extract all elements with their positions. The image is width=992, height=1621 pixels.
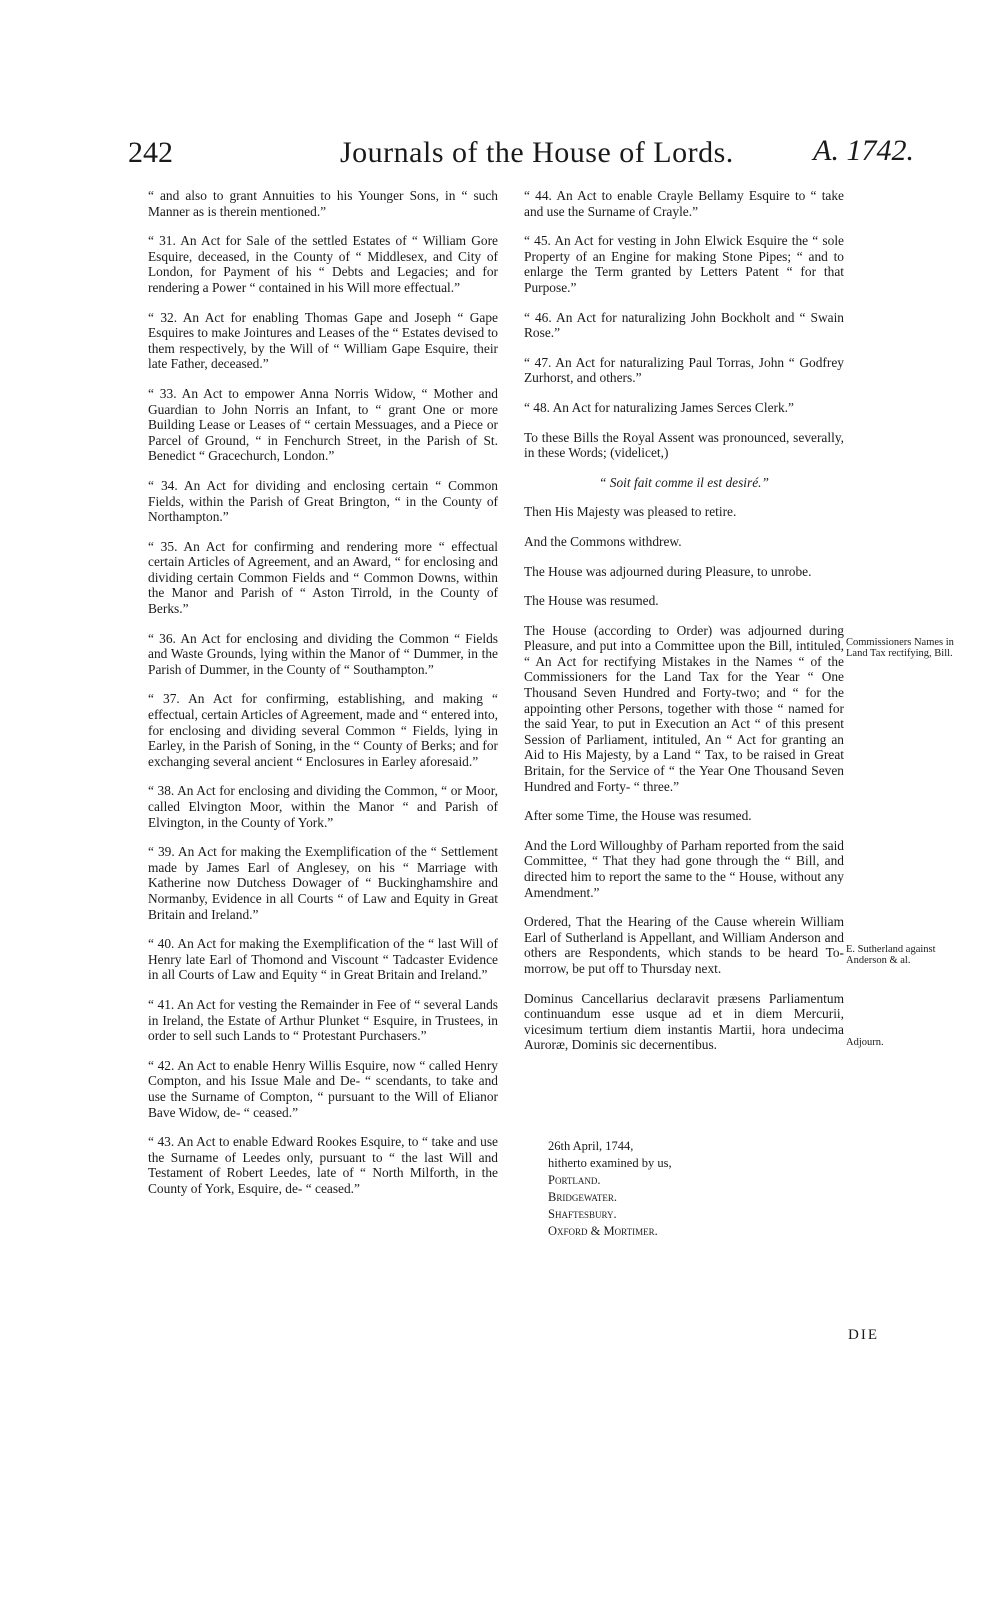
act-45: “ 45. An Act for vesting in John Elwick Esquire the “ sole Property of an Engine for making Stone Pipes; “ and to enlarge the Term granted by Letters Patent “ for that Purpose.” — [524, 233, 844, 295]
act-41: “ 41. An Act for vesting the Remainder in Fee of “ several Lands in Ireland, the Estate of Arthur Plunket “ Esquire, in Trustees, in order to sell such Lands to “ Protestant Purchasers.” — [148, 996, 498, 1044]
royal-assent-words: “ Soit fait comme il est desiré.” — [599, 474, 769, 490]
act-35: “ 35. An Act for confirming and rendering more “ effectual certain Articles of Agreement, and an Award, “ for enclosing and dividing certain Common Fields and “ Common Downs, within the Manor and Parish of “ Aston Tirrold, in the County of Berks.” — [148, 538, 498, 617]
margin-note-adjourn: Adjourn. — [846, 1037, 884, 1048]
act-34: “ 34. An Act for dividing and enclosing certain “ Common Fields, within the Parish of Great Brington, “ in the County of Northampton.” — [148, 477, 498, 525]
signatory: Portland. — [548, 1173, 601, 1187]
royal-assent-text: To these Bills the Royal Assent was pronounced, severally, in these Words; (videlicet,) — [524, 429, 844, 461]
margin-note-commissioners: Commissioners Names in Land Tax rectifying, Bill. — [846, 637, 954, 659]
signatory: Oxford & Mortimer. — [548, 1224, 658, 1238]
certification-date: 26th April, 1744, — [548, 1139, 634, 1153]
signatory: Shaftesbury. — [548, 1207, 617, 1221]
act-33: “ 33. An Act to empower Anna Norris Widow, “ Mother and Guardian to John Norris an Infant, to “ grant One or more Building Lease or Leases of “ certain Messuages, and a Piece or Parcel of Ground, “ in Fenchurch Street, in the Parish of St. Benedict “ Gracechurch, London.” — [148, 385, 498, 464]
catchword: DIE — [848, 1327, 879, 1343]
act-43: “ 43. An Act to enable Edward Rookes Esquire, to “ take and use the Surname of Leedes only, pursuant to “ the last Will and Testament of Robert Leedes, late of “ North Milforth, in the County of York, Esquire, de- “ ceased.” — [148, 1134, 498, 1196]
act-44: “ 44. An Act to enable Crayle Bellamy Esquire to “ take and use the Surname of Crayle.” — [524, 188, 844, 219]
adjournment-latin: Dominus Cancellarius declaravit præsens Parliamentum continuandum esse usque ad et in diem Mercurii, vicesimum tertium diem instantis Martii, hora undecima Auroræ, Dominis sic decernentibus. — [524, 990, 844, 1053]
act-39: “ 39. An Act for making the Exemplification of the “ Settlement made by James Earl of Anglesey, on his “ Marriage with Katherine now Dutchess Dowager of “ Buckinghamshire and Normanby, Evidence in all Courts “ of Law and Equity in Great Britain and Ireland.” — [148, 844, 498, 922]
willoughby-report: And the Lord Willoughby of Parham reported from the said Committee, “ That they had gone through the “ Bill, and directed him to report the same to the “ House, without any Amendment.” — [524, 837, 844, 900]
commons-withdrew: And the Commons withdrew. — [524, 533, 682, 549]
signatory: Bridgewater. — [548, 1190, 617, 1204]
house-resumed: The House was resumed. — [524, 593, 659, 609]
certification-block — [548, 1138, 672, 1240]
act-38: “ 38. An Act for enclosing and dividing the Common, “ or Moor, called Elvington Moor, within the Manor “ and Parish of Elvington, in the County of York.” — [148, 783, 498, 830]
act-36: “ 36. An Act for enclosing and dividing the Common “ Fields and Waste Grounds, lying within the Manor of “ Dummer, in the Parish of Dummer, in the County of “ Southampton.” — [148, 630, 498, 677]
left-column — [148, 188, 498, 1210]
sutherland-order: Ordered, That the Hearing of the Cause wherein William Earl of Sutherland is Appellant, and William Anderson and others are Respondents, which stands to be heard To-morrow, be put off to Thursday next. — [524, 914, 844, 976]
act-text: “ and also to grant Annuities to his Younger Sons, in “ such Manner as is therein mentioned.” — [148, 188, 498, 219]
house-resumed-again: After some Time, the House was resumed. — [524, 808, 752, 824]
act-48: “ 48. An Act for naturalizing James Serces Clerk.” — [524, 399, 794, 415]
act-40: “ 40. An Act for making the Exemplification of the “ last Will of Henry late Earl of Thomond and Viscount “ Tadcaster Evidence in all Courts of Law and Equity “ in Great Britain and Ireland.” — [148, 936, 498, 983]
journal-title: Journals of the House of Lords. — [340, 136, 734, 169]
act-47: “ 47. An Act for naturalizing Paul Torras, John “ Godfrey Zurhorst, and others.” — [524, 354, 844, 386]
act-46: “ 46. An Act for naturalizing John Bockholt and “ Swain Rose.” — [524, 309, 844, 341]
page-number: 242 — [128, 136, 173, 169]
house-adjourned: The House was adjourned during Pleasure, to unrobe. — [524, 563, 812, 579]
right-column — [524, 188, 844, 1067]
act-32: “ 32. An Act for enabling Thomas Gape and Joseph “ Gape Esquires to make Jointures and Leases of the “ Estates devised to them respectively, by the Will of “ William Gape Esquire, their late Father, deceased.” — [148, 309, 498, 372]
majesty-retires: Then His Majesty was pleased to retire. — [524, 504, 737, 520]
act-31: “ 31. An Act for Sale of the settled Estates of “ William Gore Esquire, deceased, in the County of “ Middlesex, and City of London, for Payment of his “ Debts and Legacies; and for rendering a Power “ contained in his Will more effectual.” — [148, 233, 498, 295]
margin-note-sutherland: E. Sutherland against Anderson & al. — [846, 944, 936, 966]
page-header — [0, 128, 992, 178]
certification-line: hitherto examined by us, — [548, 1156, 672, 1170]
act-42: “ 42. An Act to enable Henry Willis Esquire, now “ called Henry Compton, and his Issue Male and De- “ scendants, to take and use the Surname of Compton, “ pursuant to the Will of Elianor Bave Widow, de- “ ceased.” — [148, 1057, 498, 1120]
committee-land-tax: The House (according to Order) was adjourned during Pleasure, and put into a Committee upon the Bill, intituled, “ An Act for rectifying Mistakes in the Names “ of the Commissioners for the Land Tax for the Year “ One Thousand Seven Hundred and Forty-two; and “ for the appointing other Persons, together with those “ named for the said Year, to put in Execution an Act “ of this present Session of Parliament, intituled, An “ Act for granting an Aid to His Majesty, by a Land “ Tax, to be raised in Great Britain, for the Service of “ the Year One Thousand Seven Hundred and Forty- “ three.” — [524, 622, 844, 794]
year-heading: A. 1742. — [813, 134, 914, 167]
act-37: “ 37. An Act for confirming, establishing, and making “ effectual, certain Articles of Agreement, made and “ entered into, for enclosing and dividing several Common “ Fields, lying in Earley, in the Parish of Soning, in the “ County of Berks; and for exchanging several ancient “ Enclosures in Earley aforesaid.” — [148, 691, 498, 769]
